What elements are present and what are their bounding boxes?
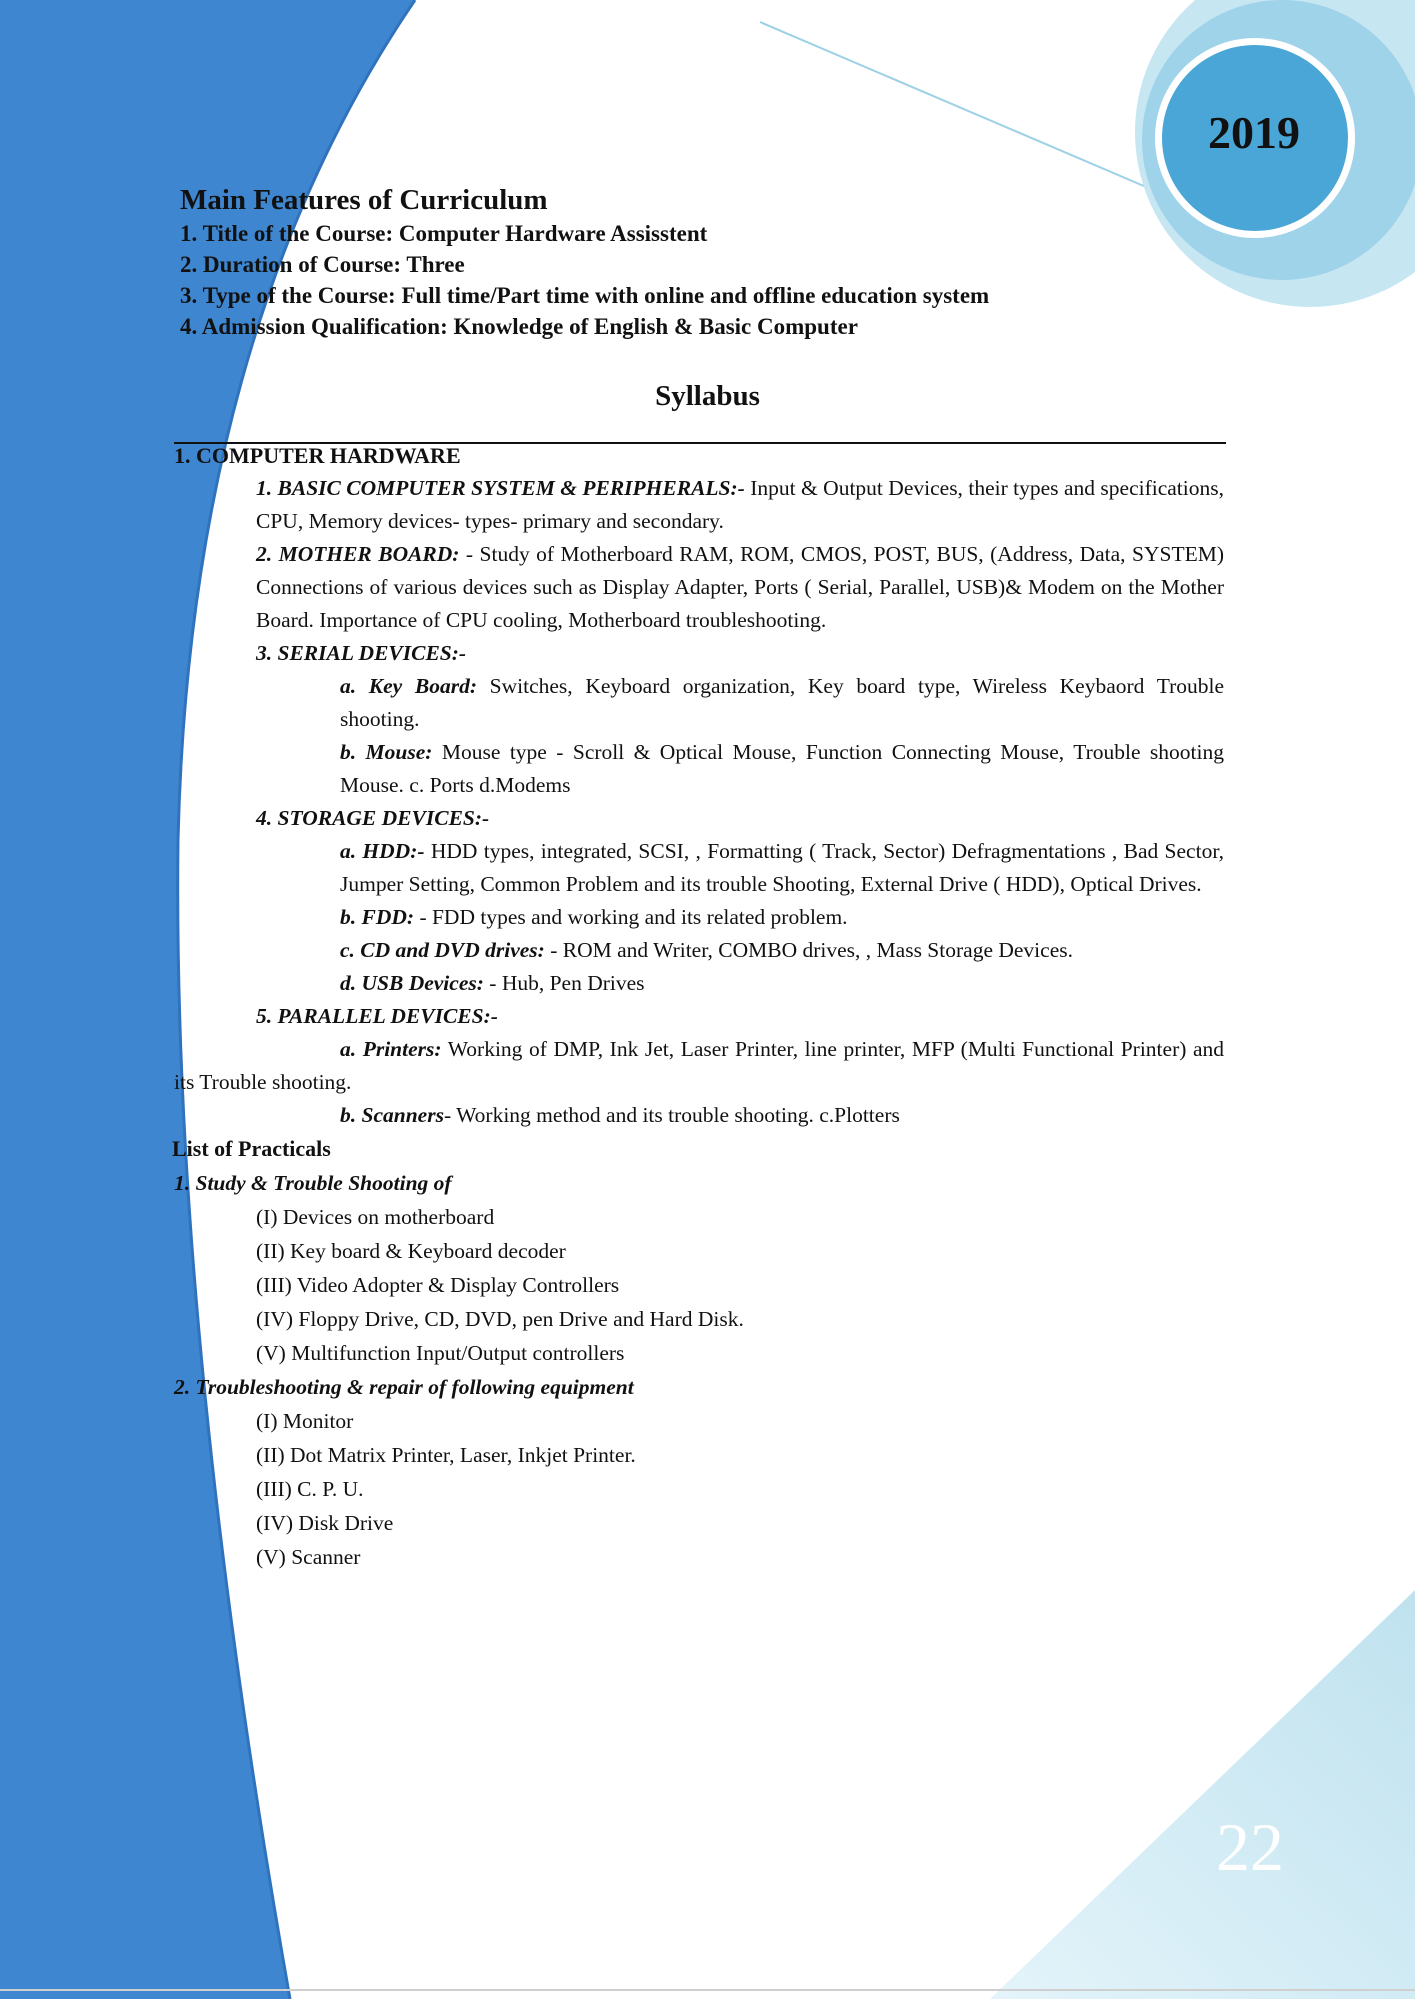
topic-basic-computer [174,472,1224,538]
curriculum-features [180,182,989,342]
subtopic-heading: a. Key Board: [340,674,477,698]
subtopic-usb [174,967,1224,1000]
subtopic-keyboard [174,670,1224,736]
syllabus-body [174,440,1224,1574]
practical-item: (III) C. P. U. [256,1477,364,1501]
subtopic-text: - Working method and its trouble shooting. c.Plotters [443,1103,900,1127]
subtopic-heading: a. Printers: [340,1037,442,1061]
subtopic-text: HDD types, integrated, SCSI, , Formatting ( Track, Sector) Defragmentations , Bad Sector, Jumper Setting, Common Problem and its trouble Shooting, External Drive ( HDD), Optical Drives. [340,839,1224,896]
feature-admission: 4. Admission Qualification: Knowledge of English & Basic Computer [180,314,858,339]
subtopic-text: Working of DMP, Ink Jet, Laser Printer, line printer, MFP (Multi Functional Printer) and its Trouble shooting. [174,1037,1225,1094]
feature-course-title: 1. Title of the Course: Computer Hardware Assisstent [180,221,708,246]
year-badge: 2019 [1208,107,1300,158]
subtopic-cd-dvd [174,934,1224,967]
section-heading: 1. COMPUTER HARDWARE [174,443,461,468]
page-number: 22 [1216,1809,1284,1885]
subtopic-heading: c. CD and DVD drives: [340,938,545,962]
subtopic-text: - Hub, Pen Drives [483,971,645,995]
subtopic-text: - ROM and Writer, COMBO drives, , Mass Storage Devices. [544,938,1073,962]
practicals-title: List of Practicals [172,1136,331,1161]
subtopic-heading: b. FDD: [340,905,415,929]
subtopic-heading: b. Mouse: [340,740,433,764]
topic-storage-devices: 4. STORAGE DEVICES:- [256,806,490,830]
syllabus-title: Syllabus [655,380,760,412]
topic-heading: 1. BASIC COMPUTER SYSTEM & PERIPHERALS:- [256,476,745,500]
feature-duration: 2. Duration of Course: Three [180,252,465,277]
subtopic-hdd [174,835,1224,901]
subtopic-heading: b. Scanners [340,1103,444,1127]
subtopic-heading: a. HDD:- [340,839,425,863]
practical-item: (I) Devices on motherboard [256,1205,495,1229]
subtopic-text: Switches, Keyboard organization, Key board type, Wireless Keybaord Trouble shooting. [340,674,1225,731]
topic-text: - Study of Motherboard RAM, ROM, CMOS, POST, BUS, (Address, Data, SYSTEM) Connections of various devices such as Display Adapter, Ports ( Serial, Parallel, USB)& Modem on the Mother Board. Importance of CPU cooling, Motherboard troubleshooting. [256,542,1224,632]
topic-text: Input & Output Devices, their types and specifications, CPU, Memory devices- types- primary and secondary. [256,476,1224,533]
subtopic-heading: d. USB Devices: [340,971,484,995]
topic-parallel-devices: 5. PARALLEL DEVICES:- [256,1004,498,1028]
practical-item: (II) Dot Matrix Printer, Laser, Inkjet Printer. [256,1443,636,1467]
features-title: Main Features of Curriculum [180,184,548,216]
subtopic-printers [174,1033,1224,1099]
subtopic-fdd [174,901,1224,934]
subtopic-text: - FDD types and working and its related problem. [414,905,848,929]
subtopic-mouse [174,736,1224,802]
practical-item: (V) Scanner [256,1545,361,1569]
practical-item: (I) Monitor [256,1409,354,1433]
topic-mother-board [174,538,1224,637]
practicals-group-2-title: 2. Troubleshooting & repair of following equipment [174,1375,634,1399]
practicals-group-1-title: 1. Study & Trouble Shooting of [174,1171,452,1195]
feature-type: 3. Type of the Course: Full time/Part time with online and offline education system [180,283,990,308]
practical-item: (III) Video Adopter & Display Controllers [256,1273,620,1297]
practical-item: (IV) Floppy Drive, CD, DVD, pen Drive and Hard Disk. [256,1307,744,1331]
subtopic-scanners [174,1099,1224,1132]
topic-heading: 2. MOTHER BOARD: [256,542,460,566]
practical-item: (IV) Disk Drive [256,1511,394,1535]
topic-serial-devices: 3. SERIAL DEVICES:- [256,641,467,665]
practical-item: (II) Key board & Keyboard decoder [256,1239,566,1263]
practical-item: (V) Multifunction Input/Output controllers [256,1341,625,1365]
subtopic-text: Mouse type - Scroll & Optical Mouse, Function Connecting Mouse, Trouble shooting Mouse. c. Ports d.Modems [340,740,1224,797]
